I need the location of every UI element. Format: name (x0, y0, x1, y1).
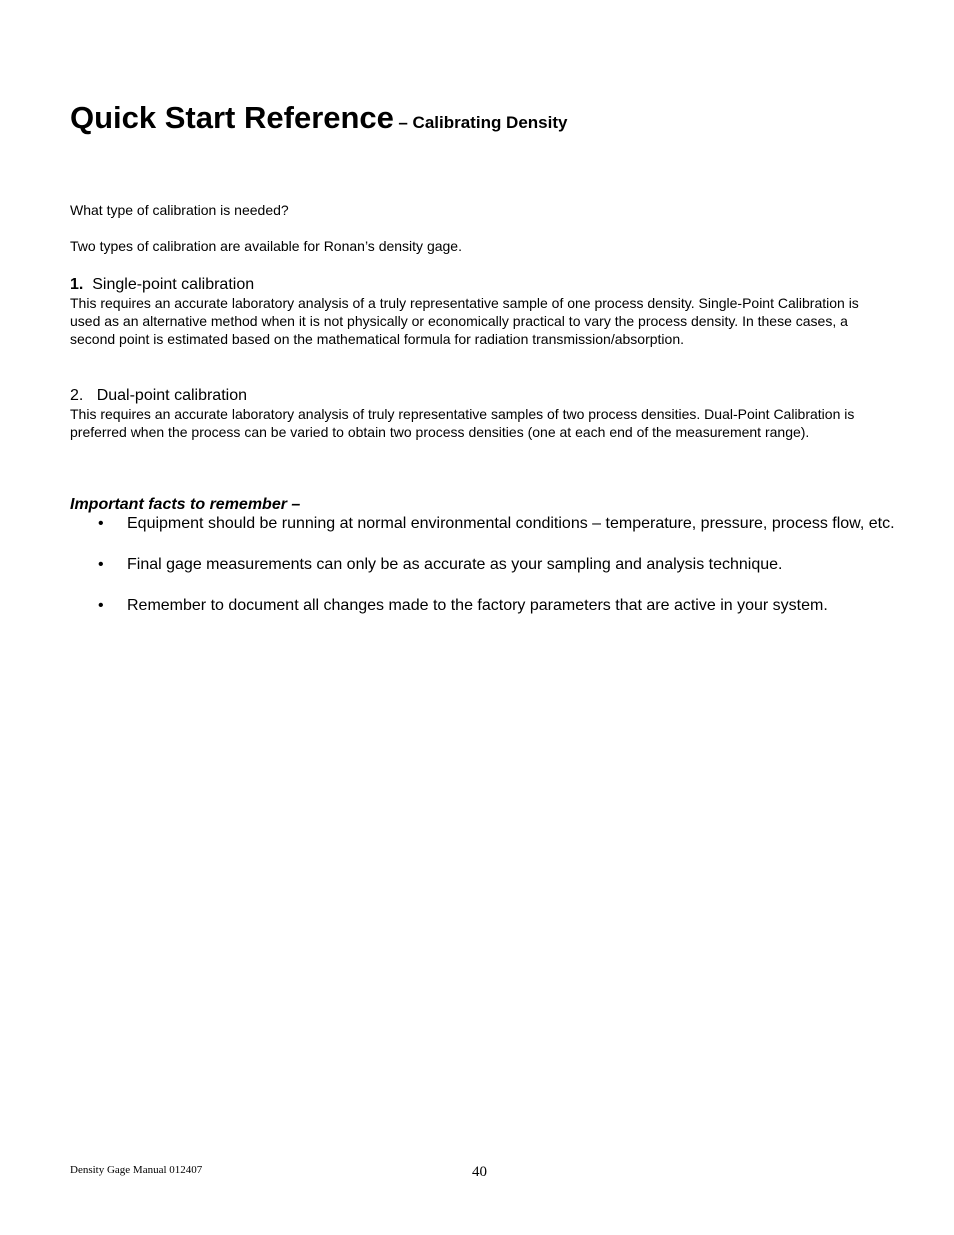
section-number: 2. (70, 387, 84, 404)
section-title: Dual-point calibration (96, 387, 247, 404)
section-heading (70, 386, 890, 405)
list-item-text: Final gage measurements can only be as accurate as your sampling and analysis technique. (127, 556, 783, 573)
list-item-text: Remember to document all changes made to the factory parameters that are active in your system. (127, 597, 828, 614)
bullet-icon: • (98, 515, 104, 532)
intro-question: What type of calibration is needed? (70, 202, 289, 218)
section-body: This requires an accurate laboratory analysis of truly representative samples of two process densities. Dual-Point Calibration is preferred when the process can be varied to obtain two process densities (one at each end of the measurement range). (70, 406, 855, 440)
section-title: Single-point calibration (92, 276, 255, 293)
facts-list (70, 514, 900, 616)
important-facts (70, 495, 900, 616)
page-number: 40 (472, 1164, 487, 1180)
title-main: Quick Start Reference (70, 100, 394, 135)
page-title (70, 102, 567, 133)
section-heading (70, 275, 890, 294)
title-subtitle: – Calibrating Density (398, 113, 568, 132)
section-dual-point (70, 386, 890, 441)
section-number: 1. (70, 276, 84, 293)
list-item (70, 514, 900, 534)
footer-document-id: Density Gage Manual 012407 (70, 1164, 203, 1176)
facts-heading: Important facts to remember – (70, 496, 301, 513)
list-item (70, 596, 900, 616)
list-item (70, 555, 900, 575)
section-body: This requires an accurate laboratory analysis of a truly representative sample of one process density. Single-Point Calibration is used as an alternative method when it is not physically or economically practical to vary the process density. In these cases, a second point is estimated based on the mathematical formula for radiation transmission/absorption. (70, 295, 859, 347)
bullet-icon: • (98, 597, 104, 614)
list-item-text: Equipment should be running at normal environmental conditions – temperature, pressure, process flow, etc. (127, 515, 895, 532)
section-single-point (70, 275, 890, 348)
intro-statement: Two types of calibration are available for Ronan’s density gage. (70, 238, 462, 254)
bullet-icon: • (98, 556, 104, 573)
